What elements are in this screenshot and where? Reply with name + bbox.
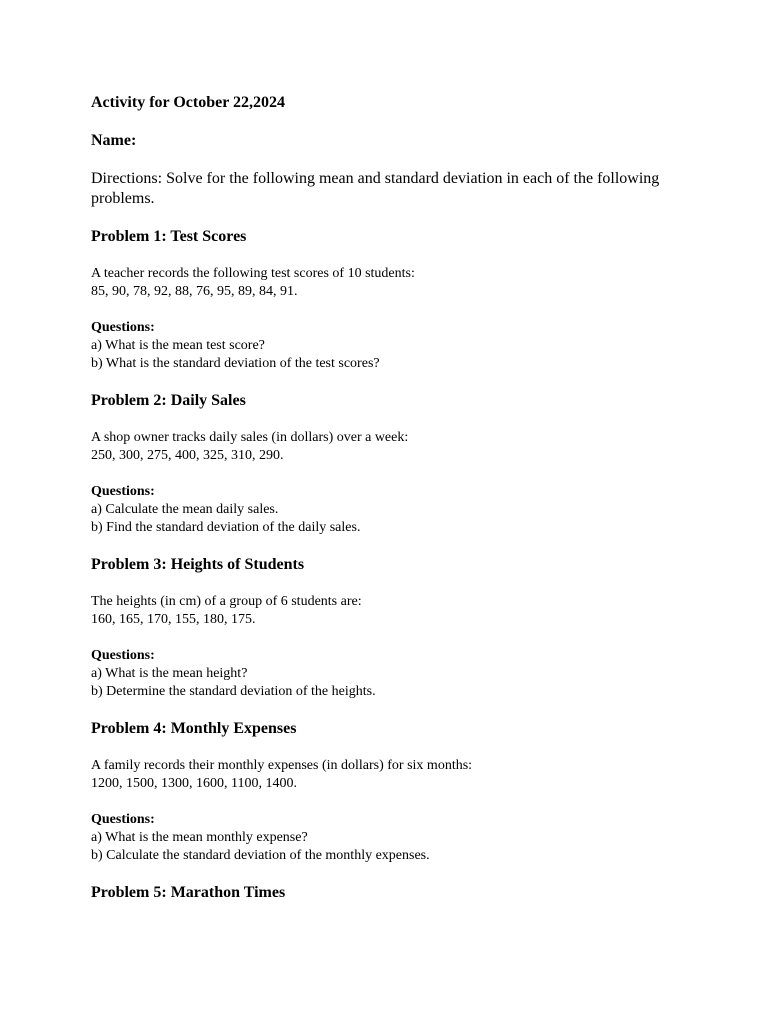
problem-title: Problem 2: Daily Sales (91, 392, 246, 409)
directions-text: Directions: Solve for the following mean and standard deviation in each of the following problems. (91, 170, 660, 207)
name-label: Name: (91, 132, 137, 149)
question-a: a) What is the mean test score? (91, 338, 265, 353)
problem-statement-line: A family records their monthly expenses (in dollars) for six months: (91, 758, 473, 773)
problem-title: Problem 5: Marathon Times (91, 884, 286, 901)
problem-data-line: 85, 90, 78, 92, 88, 76, 95, 89, 84, 91. (91, 284, 298, 299)
problem-statement-line: The heights (in cm) of a group of 6 students are: (91, 594, 362, 609)
question-a: a) Calculate the mean daily sales. (91, 502, 279, 517)
question-a: a) What is the mean monthly expense? (91, 830, 308, 845)
problem-1 (91, 227, 691, 373)
questions-label: Questions: (91, 812, 155, 827)
question-a: a) What is the mean height? (91, 666, 248, 681)
problem-3 (91, 555, 691, 701)
problem-statement-line: A shop owner tracks daily sales (in dollars) over a week: (91, 430, 409, 445)
question-b: b) Calculate the standard deviation of the monthly expenses. (91, 848, 430, 863)
problem-statement-line: A teacher records the following test scores of 10 students: (91, 266, 415, 281)
question-b: b) What is the standard deviation of the test scores? (91, 356, 380, 371)
questions-block (91, 811, 691, 865)
problem-4 (91, 719, 691, 865)
document-title: Activity for October 22,2024 (91, 94, 286, 111)
problem-statement (91, 265, 691, 301)
problem-title: Problem 1: Test Scores (91, 228, 247, 245)
problem-data-line: 160, 165, 170, 155, 180, 175. (91, 612, 256, 627)
questions-block (91, 647, 691, 701)
question-b: b) Determine the standard deviation of the heights. (91, 684, 376, 699)
problem-statement (91, 757, 691, 793)
problem-statement (91, 429, 691, 465)
problem-statement (91, 593, 691, 629)
questions-label: Questions: (91, 648, 155, 663)
problem-title: Problem 4: Monthly Expenses (91, 720, 297, 737)
problem-5 (91, 883, 691, 903)
problem-data-line: 1200, 1500, 1300, 1600, 1100, 1400. (91, 776, 297, 791)
document-page (91, 93, 691, 903)
questions-block (91, 483, 691, 537)
questions-label: Questions: (91, 484, 155, 499)
questions-label: Questions: (91, 320, 155, 335)
questions-block (91, 319, 691, 373)
problem-data-line: 250, 300, 275, 400, 325, 310, 290. (91, 448, 284, 463)
problem-title: Problem 3: Heights of Students (91, 556, 305, 573)
problem-2 (91, 391, 691, 537)
question-b: b) Find the standard deviation of the daily sales. (91, 520, 361, 535)
